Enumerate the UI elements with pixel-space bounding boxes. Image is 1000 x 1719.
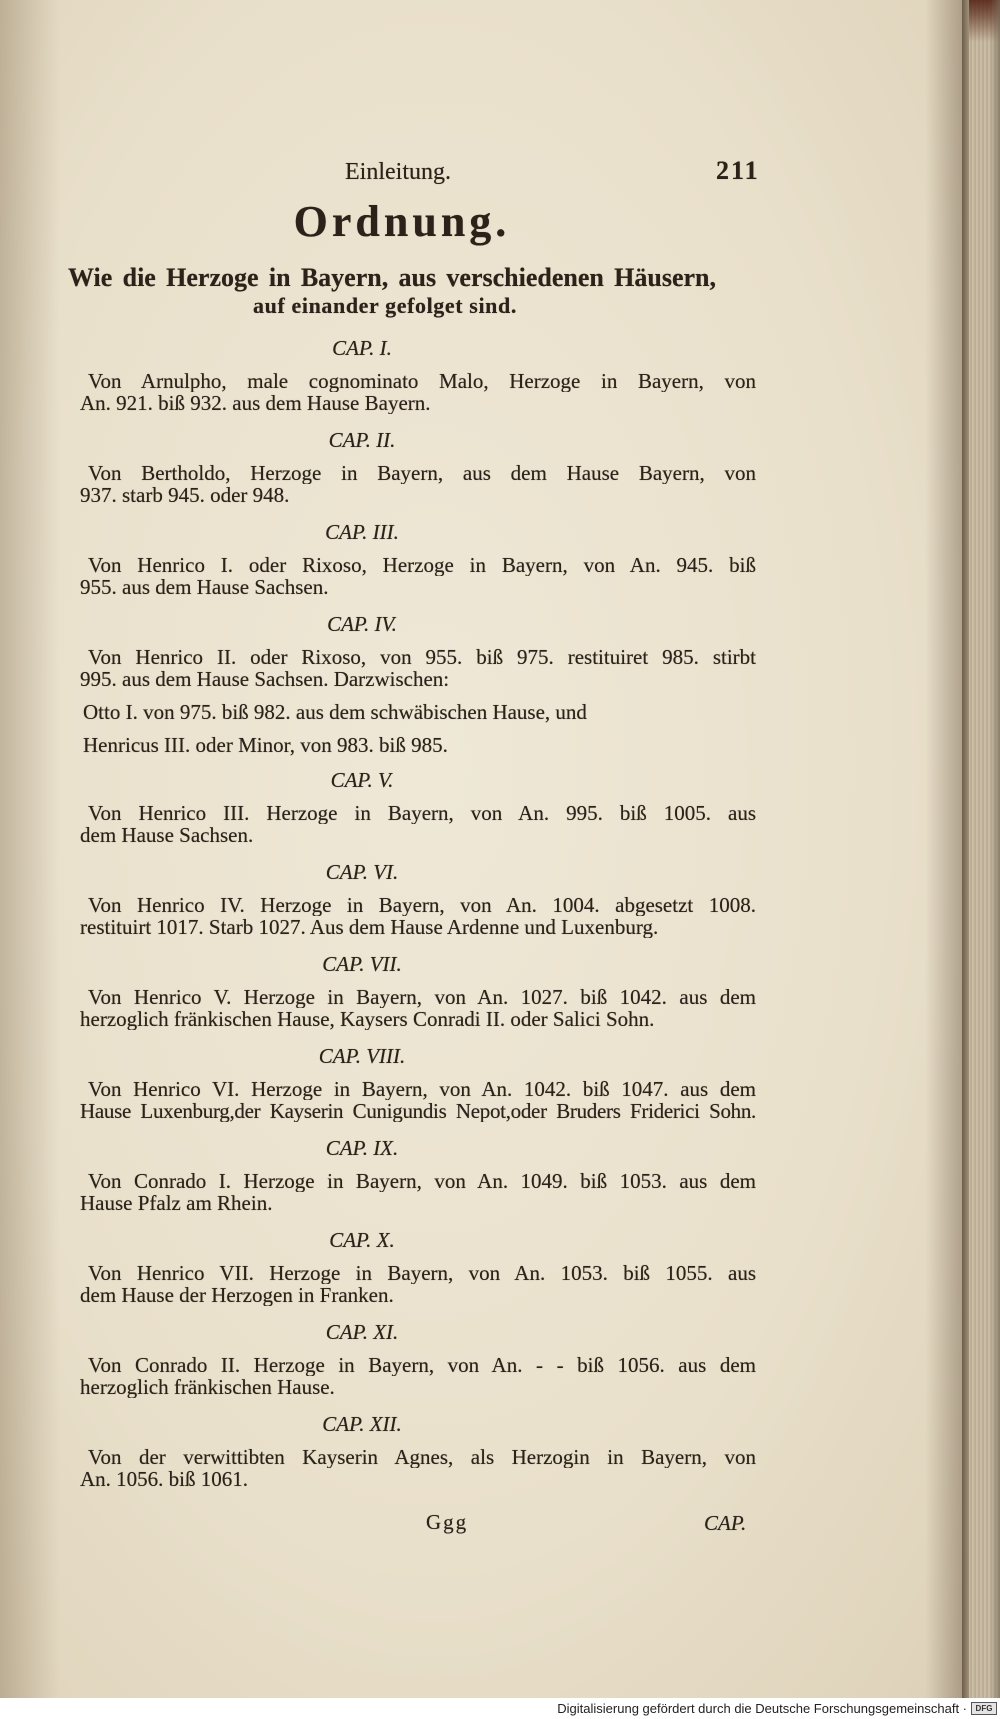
chapter-heading: CAP. I. bbox=[332, 336, 392, 360]
chapter-entry bbox=[80, 462, 756, 506]
chapter-section bbox=[80, 1412, 756, 1490]
chapter-entry bbox=[80, 646, 756, 690]
entry-line: 995. aus dem Hause Sachsen. Darzwischen: bbox=[80, 668, 450, 690]
running-title: Einleitung. bbox=[345, 159, 451, 185]
chapter-entry bbox=[80, 986, 756, 1030]
chapter-heading: CAP. XI. bbox=[325, 1320, 399, 1344]
entry-line: herzoglich fränkischen Hause. bbox=[80, 1376, 335, 1398]
entry-line: dem Hause Sachsen. bbox=[80, 824, 254, 846]
chapter-sub-entry bbox=[80, 701, 756, 723]
sub-entry-line: Otto I. von 975. biß 982. aus dem schwäbischen Hause, und bbox=[83, 701, 587, 723]
chapter-heading: CAP. IV. bbox=[327, 612, 397, 636]
entry-line: Hause Luxenburg,der Kayserin Cunigundis Nepot,oder Bruders Friderici Sohn. bbox=[80, 1100, 756, 1122]
chapter-section bbox=[80, 1320, 756, 1398]
page-subtitle-line: Wie die Herzoge in Bayern, aus verschiedenen Häusern, bbox=[68, 263, 716, 292]
digitization-notice bbox=[0, 1698, 1000, 1719]
entry-line: An. 1056. biß 1061. bbox=[80, 1468, 248, 1490]
entry-line: 955. aus dem Hause Sachsen. bbox=[80, 576, 329, 598]
entry-line: Von Henrico II. oder Rixoso, von 955. biß 975. restituiret 985. stirbt bbox=[88, 646, 756, 668]
chapter-section bbox=[80, 428, 756, 506]
entry-line: Von Conrado I. Herzoge in Bayern, von An. 1049. biß 1053. aus dem bbox=[88, 1170, 756, 1192]
sub-entry-line: Henricus III. oder Minor, von 983. biß 985. bbox=[83, 734, 448, 756]
entry-line: An. 921. biß 932. aus dem Hause Bayern. bbox=[80, 392, 431, 414]
chapter-entry bbox=[80, 1446, 756, 1490]
book-outer-edge bbox=[990, 0, 1000, 1698]
chapter-heading: CAP. III. bbox=[325, 520, 399, 544]
entry-line: Hause Pfalz am Rhein. bbox=[80, 1192, 273, 1214]
entry-line: Von Bertholdo, Herzoge in Bayern, aus dem Hause Bayern, von bbox=[88, 462, 756, 484]
page-number: 211 bbox=[716, 156, 760, 185]
chapter-section bbox=[80, 612, 756, 756]
chapter-heading: CAP. IX. bbox=[325, 1136, 399, 1160]
chapter-heading: CAP. VII. bbox=[322, 952, 402, 976]
entry-line: Von Arnulpho, male cognominato Malo, Herzoge in Bayern, von bbox=[88, 370, 756, 392]
chapter-heading: CAP. VIII. bbox=[318, 1044, 406, 1068]
page-title: Ordnung. bbox=[293, 197, 511, 246]
chapter-entry bbox=[80, 894, 756, 938]
chapter-heading: CAP. V. bbox=[330, 768, 394, 792]
chapter-heading: CAP. XII. bbox=[322, 1412, 402, 1436]
chapter-section bbox=[80, 520, 756, 598]
chapter-section bbox=[80, 860, 756, 938]
catchword: CAP. bbox=[704, 1511, 747, 1535]
chapter-section bbox=[80, 952, 756, 1030]
entry-line: Von Henrico V. Herzoge in Bayern, von An. 1027. biß 1042. aus dem bbox=[88, 986, 756, 1008]
chapter-entry bbox=[80, 1078, 756, 1122]
signature-mark: Ggg bbox=[426, 1510, 469, 1534]
chapter-section bbox=[80, 336, 756, 414]
page-subtitle-line: auf einander gefolget sind. bbox=[253, 293, 517, 318]
entry-line: restituirt 1017. Starb 1027. Aus dem Hause Ardenne und Luxenburg. bbox=[80, 916, 659, 938]
chapter-entry bbox=[80, 802, 756, 846]
entry-line: Von Conrado II. Herzoge in Bayern, von An. - - biß 1056. aus dem bbox=[88, 1354, 756, 1376]
digitization-notice-text: Digitalisierung gefördert durch die Deutsche Forschungsgemeinschaft · bbox=[557, 1701, 967, 1716]
page-shadow-right bbox=[925, 0, 962, 1698]
chapter-section bbox=[80, 1044, 756, 1122]
entry-line: 937. starb 945. oder 948. bbox=[80, 484, 290, 506]
chapter-heading: CAP. VI. bbox=[325, 860, 399, 884]
chapter-entry bbox=[80, 1354, 756, 1398]
entry-line: Von Henrico IV. Herzoge in Bayern, von An. 1004. abgesetzt 1008. bbox=[88, 894, 756, 916]
entry-line: Von Henrico VI. Herzoge in Bayern, von An. 1042. biß 1047. aus dem bbox=[88, 1078, 756, 1100]
chapter-heading: CAP. II. bbox=[328, 428, 396, 452]
entry-line: Von Henrico VII. Herzoge in Bayern, von An. 1053. biß 1055. aus bbox=[88, 1262, 756, 1284]
entry-line: herzoglich fränkischen Hause, Kaysers Conradi II. oder Salici Sohn. bbox=[80, 1008, 655, 1030]
chapter-sub-entry bbox=[80, 734, 756, 756]
chapter-entry bbox=[80, 554, 756, 598]
chapter-entry bbox=[80, 370, 756, 414]
chapter-entry bbox=[80, 1170, 756, 1214]
chapter-heading: CAP. X. bbox=[329, 1228, 395, 1252]
chapter-section bbox=[80, 1136, 756, 1214]
entry-line: Von Henrico I. oder Rixoso, Herzoge in Bayern, von An. 945. biß bbox=[88, 554, 756, 576]
entry-line: dem Hause der Herzogen in Franken. bbox=[80, 1284, 394, 1306]
chapter-entry bbox=[80, 1262, 756, 1306]
dfg-logo-icon: DFG bbox=[971, 1702, 997, 1715]
chapter-section bbox=[80, 768, 756, 846]
entry-line: Von der verwittibten Kayserin Agnes, als Herzogin in Bayern, von bbox=[88, 1446, 756, 1468]
page-shadow-left bbox=[0, 0, 60, 1698]
book-gutter-shadow bbox=[962, 0, 969, 1698]
chapter-list bbox=[80, 336, 756, 1504]
entry-line: Von Henrico III. Herzoge in Bayern, von An. 995. biß 1005. aus bbox=[88, 802, 756, 824]
chapter-section bbox=[80, 1228, 756, 1306]
